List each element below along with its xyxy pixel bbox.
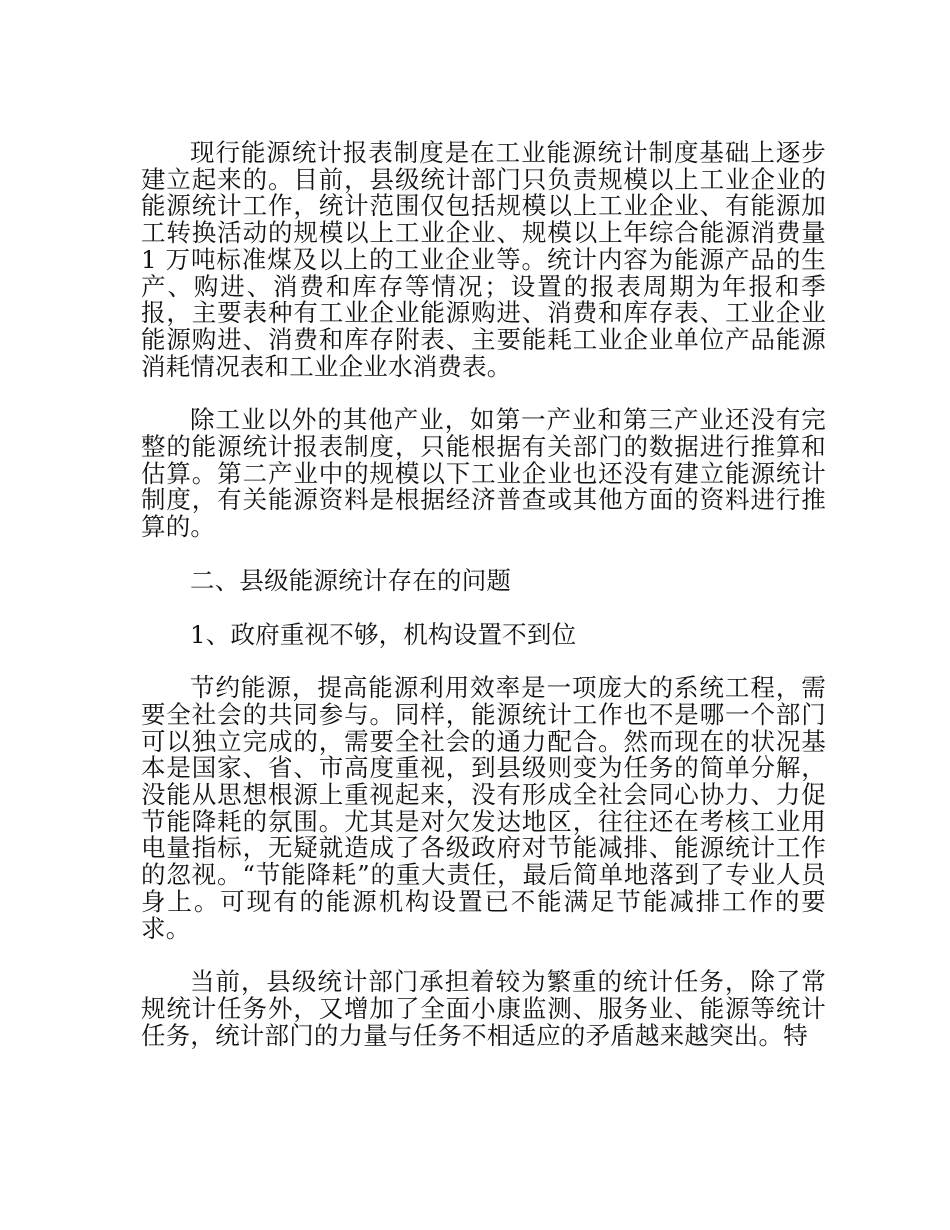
paragraph-other-industries: 除工业以外的其他产业，如第一产业和第三产业还没有完整的能源统计报表制度，只能根据有关部门的数据进行推算和估算。第二产业中的规模以下工业企业也还没有建立能源统计制度，有关能源资料是根据经济普查或其他方面的资料进行推算的。	[141, 405, 826, 542]
document-body	[141, 140, 826, 1076]
paragraph-energy-saving: 节约能源，提高能源利用效率是一项庞大的系统工程，需要全社会的共同参与。同样，能源统计工作也不是哪一个部门可以独立完成的，需要全社会的通力配合。然而现在的状况基本是国家、省、市高度重视，到县级则变为任务的简单分解，没能从思想根源上重视起来，没有形成全社会同心协力、力促节能降耗的氛围。尤其是对欠发达地区，往往还在考核工业用电量指标，无疑就造成了各级政府对节能减排、能源统计工作的忽视。“节能降耗”的重大责任，最后简单地落到了专业人员身上。可现有的能源机构设置已不能满足节能减排工作的要求。	[141, 673, 826, 943]
subsection-heading-government: 1、政府重视不够，机构设置不到位	[190, 619, 577, 649]
section-heading-problems: 二、县级能源统计存在的问题	[190, 565, 512, 595]
paragraph-county-tasks: 当前，县级统计部门承担着较为繁重的统计任务，除了常规统计任务外，又增加了全面小康监测、服务业、能源等统计任务，统计部门的力量与任务不相适应的矛盾越来越突出。特	[141, 967, 826, 1050]
paragraph-energy-statistics-system: 现行能源统计报表制度是在工业能源统计制度基础上逐步建立起来的。目前，县级统计部门只负责规模以上工业企业的能源统计工作，统计范围仅包括规模以上工业企业、有能源加工转换活动的规模以上工业企业、规模以上年综合能源消费量 1 万吨标准煤及以上的工业企业等。统计内容为能源产品的生产、购进、消费和库存等情况；设置的报表周期为年报和季报，主要表种有工业企业能源购进、消费和库存表、工业企业能源购进、消费和库存附表、主要能耗工业企业单位产品能源消耗情况表和工业企业水消费表。	[141, 138, 826, 381]
